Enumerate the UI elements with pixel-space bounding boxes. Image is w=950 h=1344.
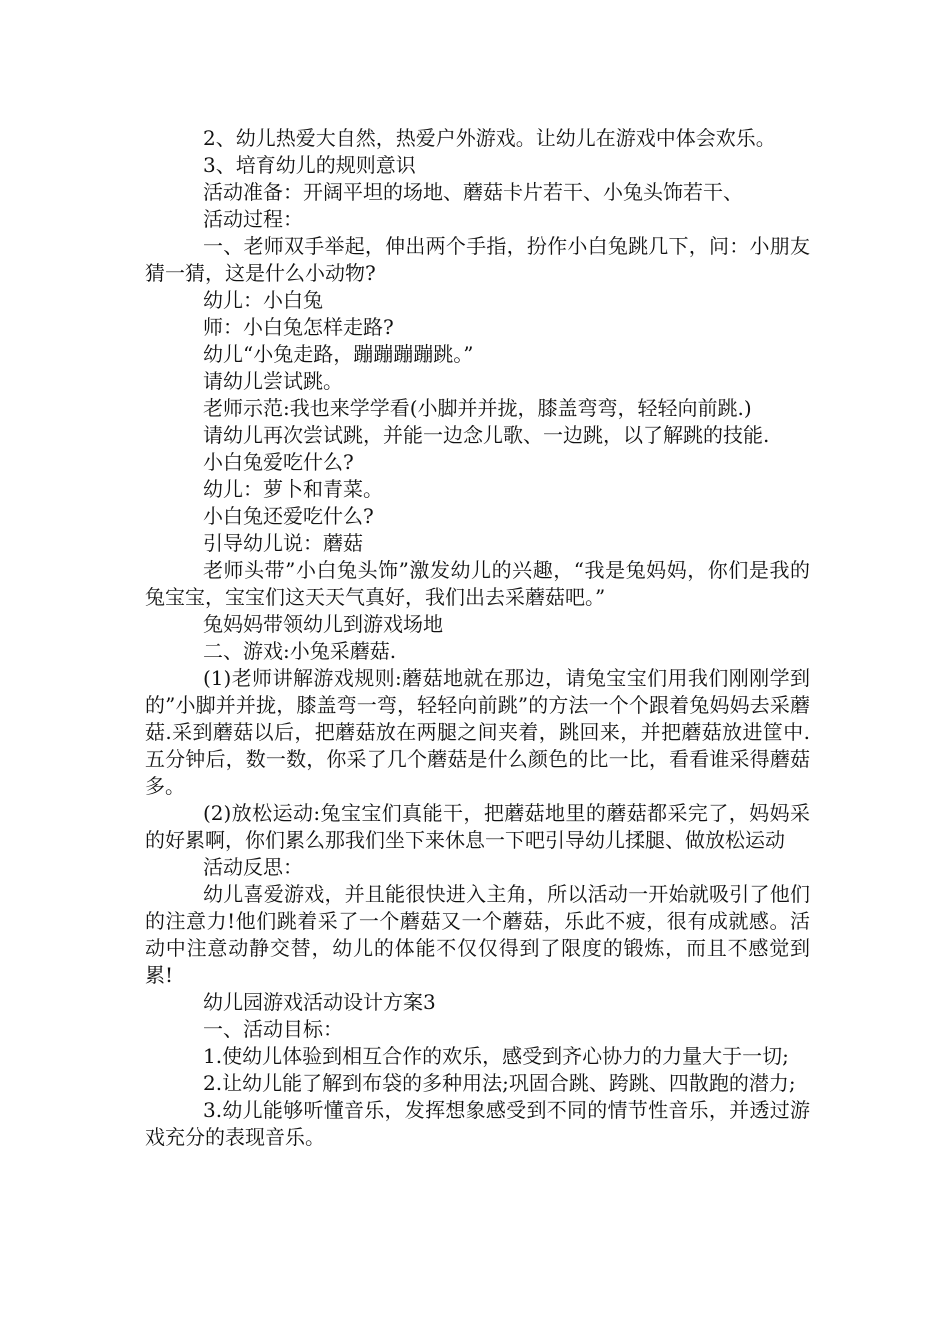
paragraph: 2、幼儿热爱大自然，热爱户外游戏。让幼儿在游戏中体会欢乐。 — [203, 126, 776, 150]
paragraph: 3.幼儿能够听懂音乐，发挥想象感受到不同的情节性音乐，并透过游戏充分的表现音乐。 — [145, 1098, 810, 1149]
paragraph: 幼儿喜爱游戏，并且能很快进入主角，所以活动一开始就吸引了他们的注意力!他们跳着采了一个蘑菇又一个蘑菇，乐此不疲，很有成就感。活动中注意动静交替，幼儿的体能不仅仅得到了限度的锻炼，而且不感觉到累! — [145, 882, 810, 987]
paragraph: (2)放松运动:兔宝宝们真能干，把蘑菇地里的蘑菇都采完了，妈妈采的好累啊，你们累么那我们坐下来休息一下吧引导幼儿揉腿、做放松运动 — [145, 801, 810, 852]
paragraph: 一、老师双手举起，伸出两个手指，扮作小白兔跳几下，问：小朋友猜一猜，这是什么小动物? — [145, 234, 810, 285]
document-body — [145, 125, 810, 1151]
paragraph: 活动反思： — [203, 855, 303, 879]
paragraph: 二、游戏:小兔采蘑菇. — [203, 639, 397, 663]
paragraph: 幼儿：萝卜和青菜。 — [203, 477, 383, 501]
paragraph: 老师示范:我也来学学看(小脚并并拢，膝盖弯弯，轻轻向前跳.) — [203, 396, 752, 420]
paragraph: 活动过程： — [203, 207, 303, 231]
paragraph: 引导幼儿说：蘑菇 — [203, 531, 363, 555]
paragraph: 小白兔爱吃什么? — [203, 450, 354, 474]
paragraph: 活动准备：开阔平坦的场地、蘑菇卡片若干、小兔头饰若干、 — [203, 180, 743, 204]
paragraph: (1)老师讲解游戏规则:蘑菇地就在那边，请兔宝宝们用我们刚刚学到的”小脚并并拢，膝盖弯一弯，轻轻向前跳”的方法一个个跟着兔妈妈去采蘑菇.采到蘑菇以后，把蘑菇放在两腿之间夹着，跳回来，并把蘑菇放进筐中.五分钟后，数一数，你采了几个蘑菇是什么颜色的比一比，看看谁采得蘑菇多。 — [145, 666, 810, 798]
paragraph: 兔妈妈带领幼儿到游戏场地 — [203, 612, 443, 636]
paragraph: 3、培育幼儿的规则意识 — [203, 153, 416, 177]
paragraph: 请幼儿尝试跳。 — [203, 369, 343, 393]
paragraph: 幼儿“小兔走路，蹦蹦蹦蹦跳。” — [203, 342, 474, 366]
paragraph: 1.使幼儿体验到相互合作的欢乐，感受到齐心协力的力量大于一切; — [203, 1044, 789, 1068]
paragraph: 师：小白兔怎样走路? — [203, 315, 394, 339]
paragraph: 幼儿：小白兔 — [203, 288, 323, 312]
section-title: 幼儿园游戏活动设计方案3 — [203, 990, 436, 1014]
paragraph: 2.让幼儿能了解到布袋的多种用法;巩固合跳、跨跳、四散跑的潜力; — [203, 1071, 796, 1095]
paragraph: 请幼儿再次尝试跳，并能一边念儿歌、一边跳，以了解跳的技能. — [203, 423, 770, 447]
paragraph: 小白兔还爱吃什么? — [203, 504, 374, 528]
paragraph: 一、活动目标： — [203, 1017, 343, 1041]
paragraph: 老师头带”小白兔头饰”激发幼儿的兴趣，“我是兔妈妈，你们是我的兔宝宝，宝宝们这天天气真好，我们出去采蘑菇吧。” — [145, 558, 810, 609]
